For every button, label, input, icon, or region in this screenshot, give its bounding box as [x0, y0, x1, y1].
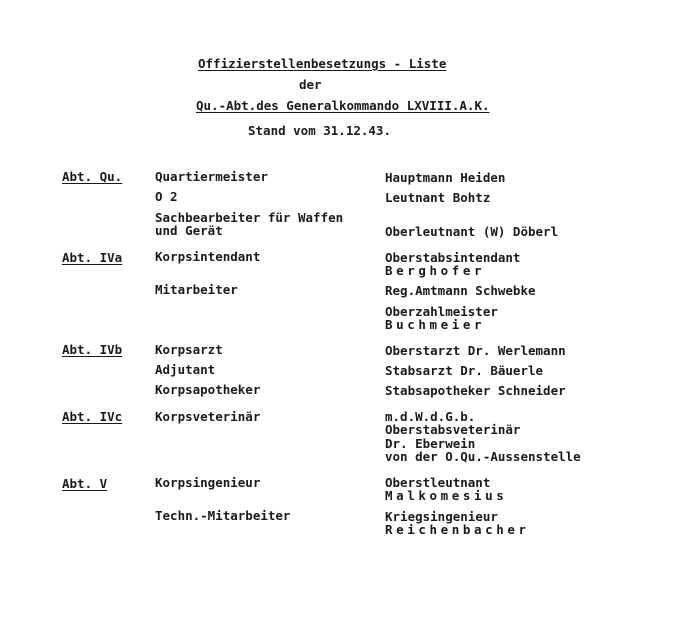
- position-korpsapotheker: Korpsapotheker: [155, 382, 261, 397]
- position-quartiermeister: Quartiermeister: [155, 169, 268, 184]
- officer-schneider: Stabsapotheker Schneider: [385, 383, 566, 398]
- header-date: Stand vom 31.12.43.: [248, 123, 391, 138]
- officer-berghofer: Berghofer: [385, 263, 486, 278]
- officer-reichenbacher: Reichenbacher: [385, 522, 530, 537]
- position-techn-mitarbeiter: Techn.-Mitarbeiter: [155, 508, 291, 523]
- header-der: der: [299, 77, 322, 92]
- officer-oberzahlmeister: Oberzahlmeister: [385, 304, 498, 319]
- officer-mdwdgb: m.d.W.d.G.b.: [385, 409, 476, 424]
- position-korpsarzt: Korpsarzt: [155, 342, 223, 357]
- officer-kriegsingenieur: Kriegsingenieur: [385, 509, 498, 524]
- section-label-ivb: Abt. IVb: [62, 342, 123, 357]
- header-title: Offizierstellenbesetzungs - Liste: [198, 56, 447, 71]
- officer-oberstleutnant: Oberstleutnant: [385, 475, 491, 490]
- officer-aussenstelle: von der O.Qu.-Aussenstelle: [385, 449, 581, 464]
- officer-heiden: Hauptmann Heiden: [385, 170, 506, 185]
- position-korpsveterinaer: Korpsveterinär: [155, 409, 261, 424]
- section-label-v: Abt. V: [62, 476, 108, 491]
- section-label-ivc: Abt. IVc: [62, 409, 123, 424]
- officer-baeuerle: Stabsarzt Dr. Bäuerle: [385, 363, 544, 378]
- officer-eberwein: Dr. Eberwein: [385, 436, 476, 451]
- position-sachbearbeiter-1: Sachbearbeiter für Waffen: [155, 210, 344, 225]
- officer-oberstabsintendant: Oberstabsintendant: [385, 250, 521, 265]
- section-label-qu: Abt. Qu.: [62, 169, 123, 184]
- position-mitarbeiter: Mitarbeiter: [155, 282, 238, 297]
- officer-schwebke: Reg.Amtmann Schwebke: [385, 283, 536, 298]
- position-korpsintendant: Korpsintendant: [155, 249, 261, 264]
- officer-oberstabsveterinaer: Oberstabsveterinär: [385, 422, 521, 437]
- position-sachbearbeiter-2: und Gerät: [155, 223, 223, 238]
- header-unit: Qu.-Abt.des Generalkommando LXVIII.A.K.: [196, 98, 490, 113]
- officer-werlemann: Oberstarzt Dr. Werlemann: [385, 343, 566, 358]
- position-korpsingenieur: Korpsingenieur: [155, 475, 261, 490]
- section-label-iva: Abt. IVa: [62, 250, 123, 265]
- officer-malkomesius: Malkomesius: [385, 488, 508, 503]
- position-o2: O 2: [155, 189, 178, 204]
- position-adjutant: Adjutant: [155, 362, 216, 377]
- officer-bohtz: Leutnant Bohtz: [385, 190, 491, 205]
- officer-buchmeier: Buchmeier: [385, 317, 486, 332]
- officer-doeberl: Oberleutnant (W) Döberl: [385, 224, 559, 239]
